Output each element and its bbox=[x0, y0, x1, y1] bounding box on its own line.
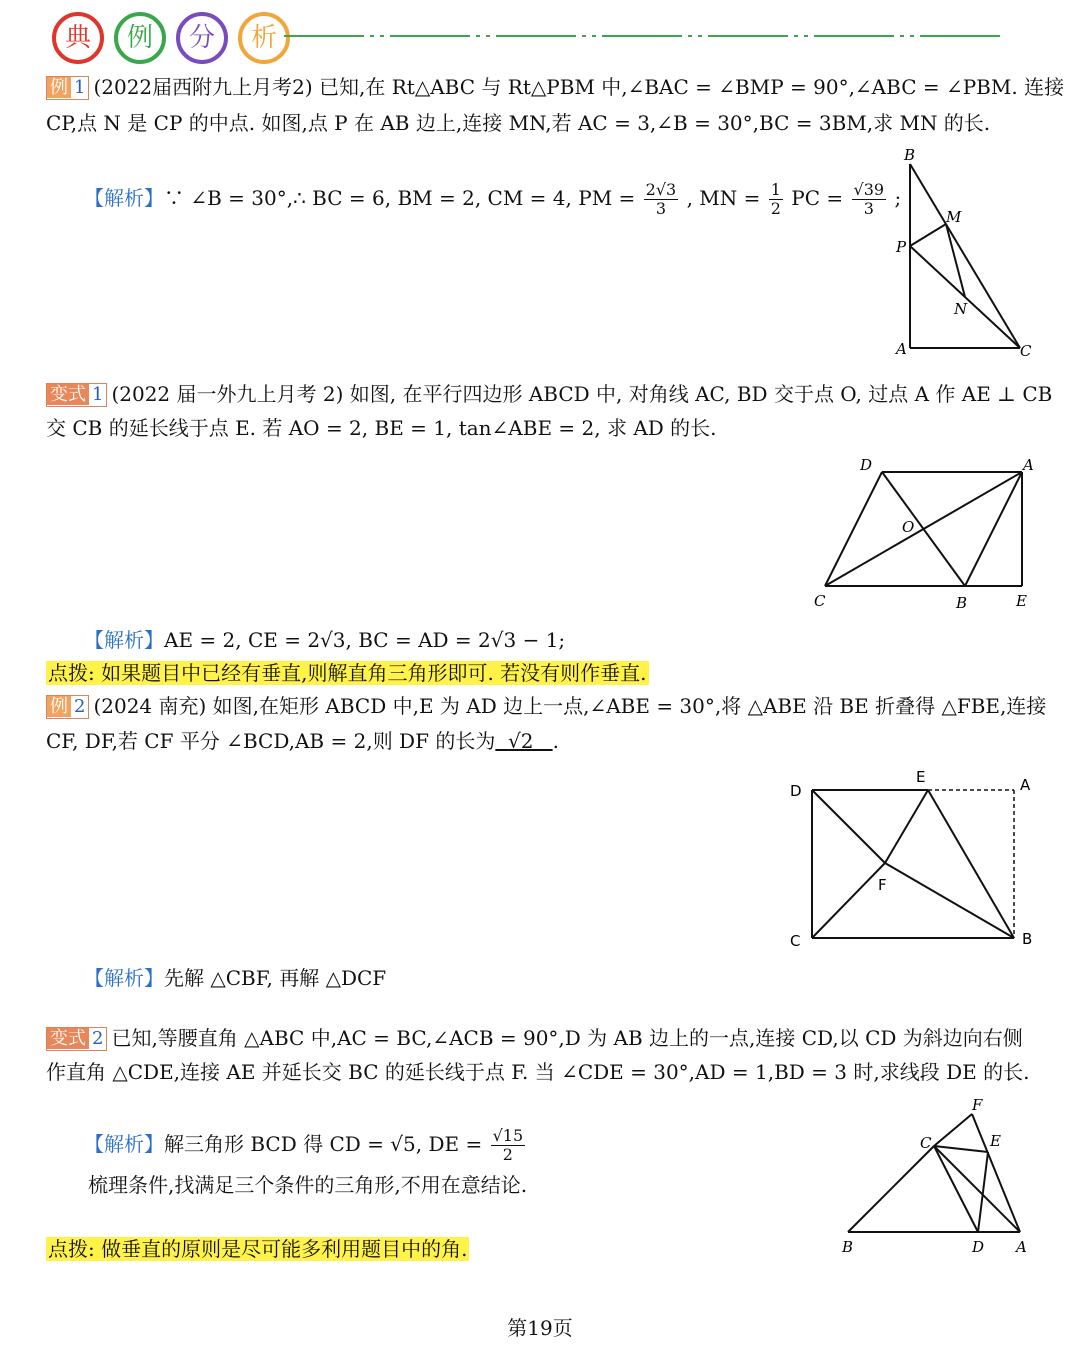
ex1-label-C: C bbox=[1020, 342, 1032, 360]
ex1-line2: CP,点 N 是 CP 的中点. 如图,点 P 在 AB 边上,连接 MN,若 AC = 3,∠B = 30°,BC = 3BM,求 MN 的长. bbox=[46, 111, 991, 135]
ex2-label-E: E bbox=[916, 768, 926, 786]
ex1-label-N: N bbox=[954, 300, 968, 318]
ex2-seg-CF bbox=[812, 863, 885, 938]
ex1-figure bbox=[880, 140, 1040, 365]
ex1-jx-label: 【解析】 bbox=[84, 186, 164, 210]
ex1-label-P: P bbox=[896, 238, 907, 256]
ex2-jx-label: 【解析】 bbox=[84, 966, 164, 990]
ex1-tag: 例 1 bbox=[46, 76, 89, 100]
var2-solution: 【解析】解三角形 BCD 得 CD = √5, DE = $\frac{√15}{2}$ bbox=[84, 1126, 524, 1164]
var1-label-D: D bbox=[860, 456, 873, 474]
header-char-2: 例 bbox=[114, 12, 166, 64]
ex1-seg-BC bbox=[910, 164, 1020, 348]
var2-seg-CD bbox=[934, 1146, 978, 1232]
ex2-seg-DF bbox=[812, 790, 885, 863]
var2-hint: 点拨: 做垂直的原则是尽可能多利用题目中的角. bbox=[48, 1237, 468, 1261]
var2-seg-CE bbox=[934, 1146, 988, 1152]
ex1-seg-PM bbox=[910, 224, 946, 246]
ex2-seg-EB bbox=[928, 790, 1014, 938]
var2-tag: 变式 2 bbox=[46, 1027, 107, 1051]
var2-label-B: B bbox=[842, 1238, 854, 1256]
var2-solution-2: 梳理条件,找满足三个条件的三角形,不用在意结论. bbox=[88, 1173, 528, 1197]
var2-line2: 作直角 △CDE,连接 AE 并延长交 BC 的延长线于点 F. 当 ∠CDE = 30°,AD = 1,BD = 3 时,求线段 DE 的长. bbox=[46, 1060, 1030, 1084]
var1-label-O: O bbox=[902, 518, 915, 536]
ex2-figure bbox=[780, 766, 1040, 956]
ex2-label-B: B bbox=[1022, 930, 1033, 948]
var2-figure bbox=[830, 1092, 1040, 1262]
ex2-seg-EF bbox=[885, 790, 928, 863]
ex2-label-F: F bbox=[878, 876, 887, 894]
var2-seg-BC bbox=[848, 1146, 934, 1232]
header-char-4: 析 bbox=[238, 12, 290, 64]
var1-jx-label: 【解析】 bbox=[84, 628, 164, 652]
var2-seg-CA bbox=[934, 1146, 1020, 1232]
var1-label-B: B bbox=[956, 594, 968, 612]
ex2-seg-FB bbox=[885, 863, 1014, 938]
header-char-1: 典 bbox=[52, 12, 104, 64]
var2-label-F: F bbox=[972, 1096, 983, 1114]
var1-tag: 变式 1 bbox=[46, 383, 107, 407]
ex2-solution: 【解析】先解 △CBF, 再解 △DCF bbox=[84, 966, 387, 990]
var2-label-D: D bbox=[972, 1238, 985, 1256]
ex1-line1: 例 1 (2022届西附九上月考2) 已知,在 Rt△ABC 与 Rt△PBM 中,∠BAC = ∠BMP = 90°,∠ABC = ∠PBM. 连接 bbox=[46, 74, 1064, 100]
ex1-label-A: A bbox=[896, 340, 907, 358]
var1-hint: 点拨: 如果题目中已经有垂直,则解直角三角形即可. 若没有则作垂直. bbox=[48, 661, 647, 685]
var1-solution: 【解析】AE = 2, CE = 2√3, BC = AD = 2√3 − 1; bbox=[84, 628, 566, 652]
var1-label-C: C bbox=[814, 592, 826, 610]
ex1-solution: 【解析】∵ ∠B = 30°,∴ BC = 6, BM = 2, CM = 4, PM = $\frac{2√3}{3}$ , MN = $\frac{1}{2}$ PC = $\frac{√39}{3}$ ; bbox=[84, 180, 902, 218]
ex1-pc-frac: $\frac{√39}{3}$ bbox=[853, 180, 885, 218]
var1-figure bbox=[810, 452, 1040, 614]
var2-de-frac: $\frac{√15}{2}$ bbox=[492, 1126, 524, 1164]
header-char-3: 分 bbox=[176, 12, 228, 64]
var1-line1: 变式 1 (2022 届一外九上月考 2) 如图, 在平行四边形 ABCD 中, 对角线 AC, BD 交于点 O, 过点 A 作 AE ⊥ CB bbox=[46, 381, 1052, 407]
var1-line2: 交 CB 的延长线于点 E. 若 AO = 2, BE = 1, tan∠ABE = 2, 求 AD 的长. bbox=[46, 416, 717, 440]
var2-seg-CF bbox=[934, 1114, 972, 1146]
ex1-label-M: M bbox=[946, 208, 962, 226]
var1-label-E: E bbox=[1016, 592, 1027, 610]
ex1-seg-MN bbox=[946, 224, 965, 297]
var2-jx-label: 【解析】 bbox=[84, 1132, 164, 1156]
ex2-tag: 例 2 bbox=[46, 695, 89, 719]
ex2-answer: √2 bbox=[508, 729, 534, 753]
var1-seg-BD bbox=[882, 472, 965, 586]
ex2-label-D: D bbox=[790, 782, 802, 800]
var1-label-A: A bbox=[1023, 456, 1034, 474]
ex1-pm-frac: $\frac{2√3}{3}$ bbox=[645, 180, 677, 218]
var2-label-C: C bbox=[920, 1134, 932, 1152]
ex2-label-A: A bbox=[1020, 776, 1031, 794]
ex2-line1: 例 2 (2024 南充) 如图,在矩形 ABCD 中,E 为 AD 边上一点,∠ABE = 30°,将 △ABE 沿 BE 折叠得 △FBE,连接 bbox=[46, 693, 1046, 719]
var2-label-E: E bbox=[990, 1132, 1001, 1150]
var2-line1: 变式 2 已知,等腰直角 △ABC 中,AC = BC,∠ACB = 90°,D 为 AB 边上的一点,连接 CD,以 CD 为斜边向右侧 bbox=[46, 1025, 1023, 1051]
page-number: 第19页 bbox=[507, 1316, 573, 1340]
ex1-half-frac: $\frac{1}{2}$ bbox=[770, 180, 781, 218]
var2-label-A: A bbox=[1016, 1238, 1027, 1256]
ex2-label-C: C bbox=[790, 932, 801, 950]
ex1-label-B: B bbox=[904, 146, 916, 164]
header-divider bbox=[284, 30, 1004, 42]
ex2-line2: CF, DF,若 CF 平分 ∠BCD,AB = 2,则 DF 的长为 √2 . bbox=[46, 729, 559, 753]
